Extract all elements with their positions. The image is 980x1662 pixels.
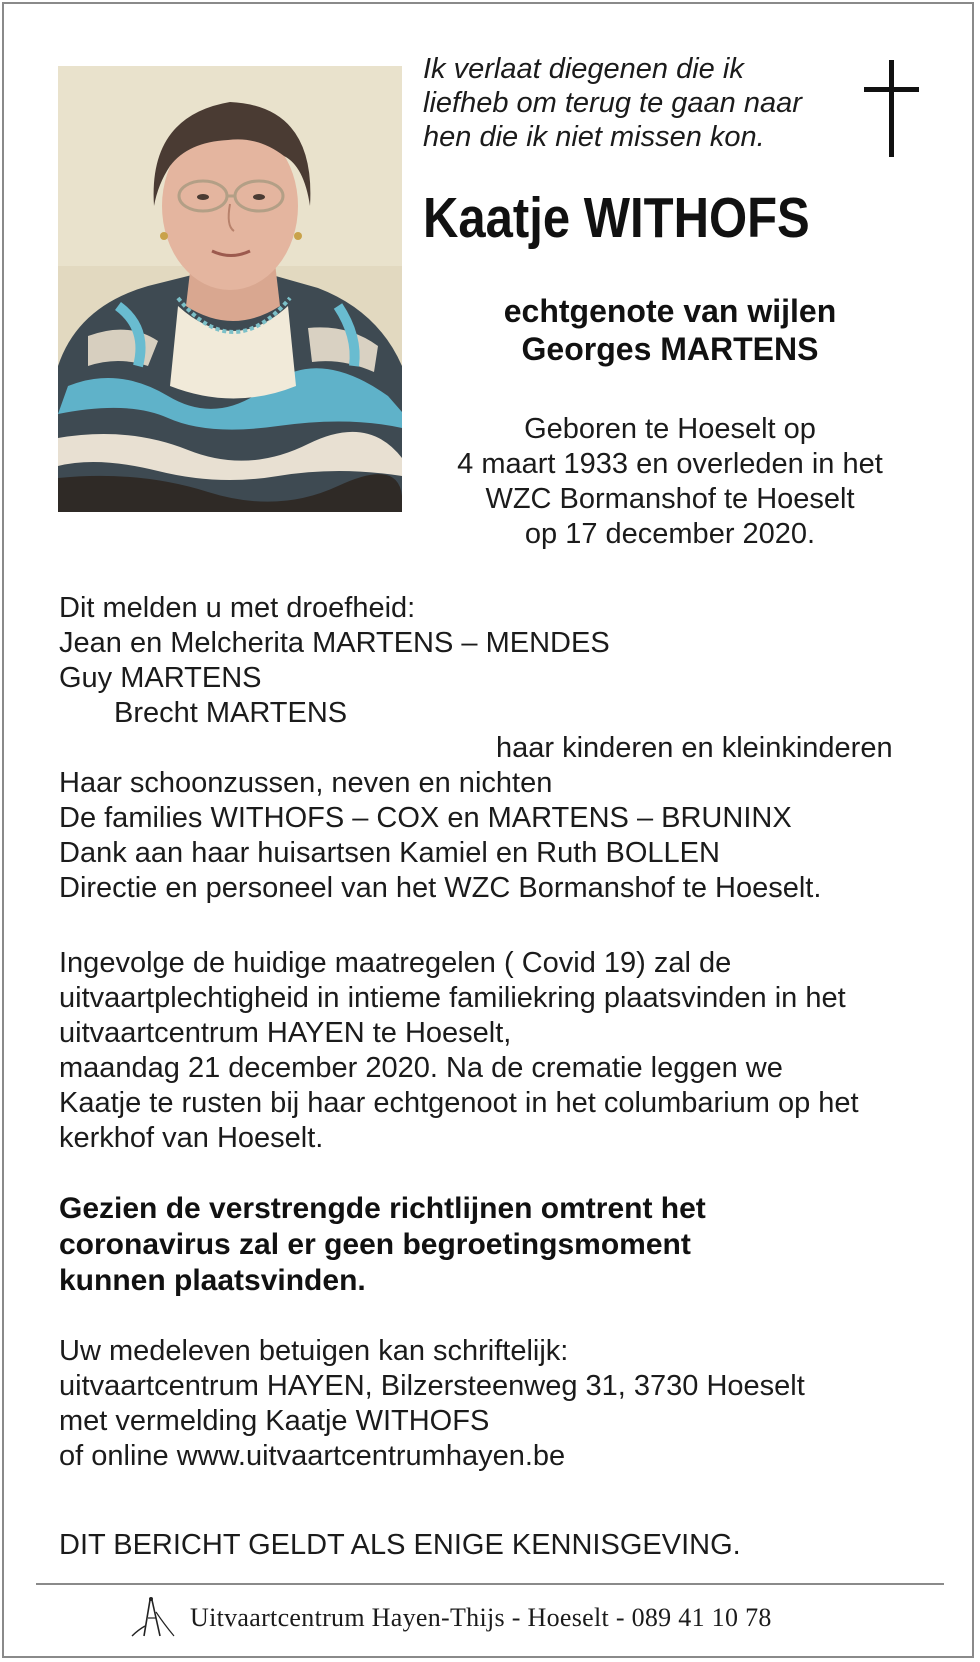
family-line: Jean en Melcherita MARTENS – MENDES [59,627,610,659]
ceremony-line: Kaatje te rusten bij haar echtgenoot in het columbarium op het [59,1087,859,1119]
cross-icon [862,60,922,160]
notice-line: coronavirus zal er geen begroetingsmoment [59,1228,691,1261]
announcement-intro: Dit melden u met droefheid: [59,592,416,624]
condolences-info [59,1334,805,1474]
birth-death-line: op 17 december 2020. [524,518,816,550]
family-line: Brecht MARTENS [114,697,348,729]
notice-line: Gezien de verstrengde richtlijnen omtrent het [59,1192,706,1225]
ceremony-line: uitvaartcentrum HAYEN te Hoeselt, [59,1017,512,1049]
memorial-quote [423,52,843,154]
family-line: Guy MARTENS [59,662,262,694]
ceremony-info [59,946,859,1156]
footer-divider [36,1583,944,1585]
condolence-line: Uw medeleven betuigen kan schriftelijk: [59,1335,569,1367]
family-line: Haar schoonzussen, neven en nichten [59,767,553,799]
family-line: De families WITHOFS – COX en MARTENS – BRUNINX [59,802,792,834]
thanks-line: Dank aan haar huisartsen Kamiel en Ruth BOLLEN [59,837,720,869]
deceased-name: Kaatje WITHOFS [423,186,810,250]
spouse-info [420,292,920,368]
spouse-name: Georges MARTENS [521,331,819,367]
family-announcement [59,591,893,906]
final-notice: DIT BERICHT GELDT ALS ENIGE KENNISGEVING. [59,1529,741,1561]
birth-death-line: 4 maart 1933 en overleden in het [457,448,883,480]
quote-line: Ik verlaat diegenen die ik [423,53,744,85]
covid-notice [59,1191,706,1299]
condolence-line: met vermelding Kaatje WITHOFS [59,1405,490,1437]
thanks-line: Directie en personeel van het WZC Bormanshof te Hoeselt. [59,872,822,904]
birth-death-line: WZC Bormanshof te Hoeselt [485,483,855,515]
children-label: haar kinderen en kleinkinderen [496,732,893,764]
portrait-photo [58,66,402,512]
ceremony-line: maandag 21 december 2020. Na de crematie leggen we [59,1052,783,1084]
footer-contact: Uitvaartcentrum Hayen-Thijs - Hoeselt - 089 41 10 78 [190,1603,772,1632]
funeral-home-logo [130,1596,178,1640]
notice-line: kunnen plaatsvinden. [59,1264,366,1297]
ceremony-line: kerkhof van Hoeselt. [59,1122,324,1154]
birth-death-line: Geboren te Hoeselt op [524,413,816,445]
spouse-line: echtgenote van wijlen [503,293,837,329]
condolence-line: uitvaartcentrum HAYEN, Bilzersteenweg 31, 3730 Hoeselt [59,1370,805,1402]
condolence-website[interactable]: of online www.uitvaartcentrumhayen.be [59,1440,566,1472]
footer [130,1596,890,1642]
birth-death-info [420,412,920,552]
ceremony-line: uitvaartplechtigheid in intieme familiekring plaatsvinden in het [59,982,846,1014]
quote-line: hen die ik niet missen kon. [423,121,765,153]
ceremony-line: Ingevolge de huidige maatregelen ( Covid 19) zal de [59,947,732,979]
quote-line: liefheb om terug te gaan naar [423,87,802,119]
